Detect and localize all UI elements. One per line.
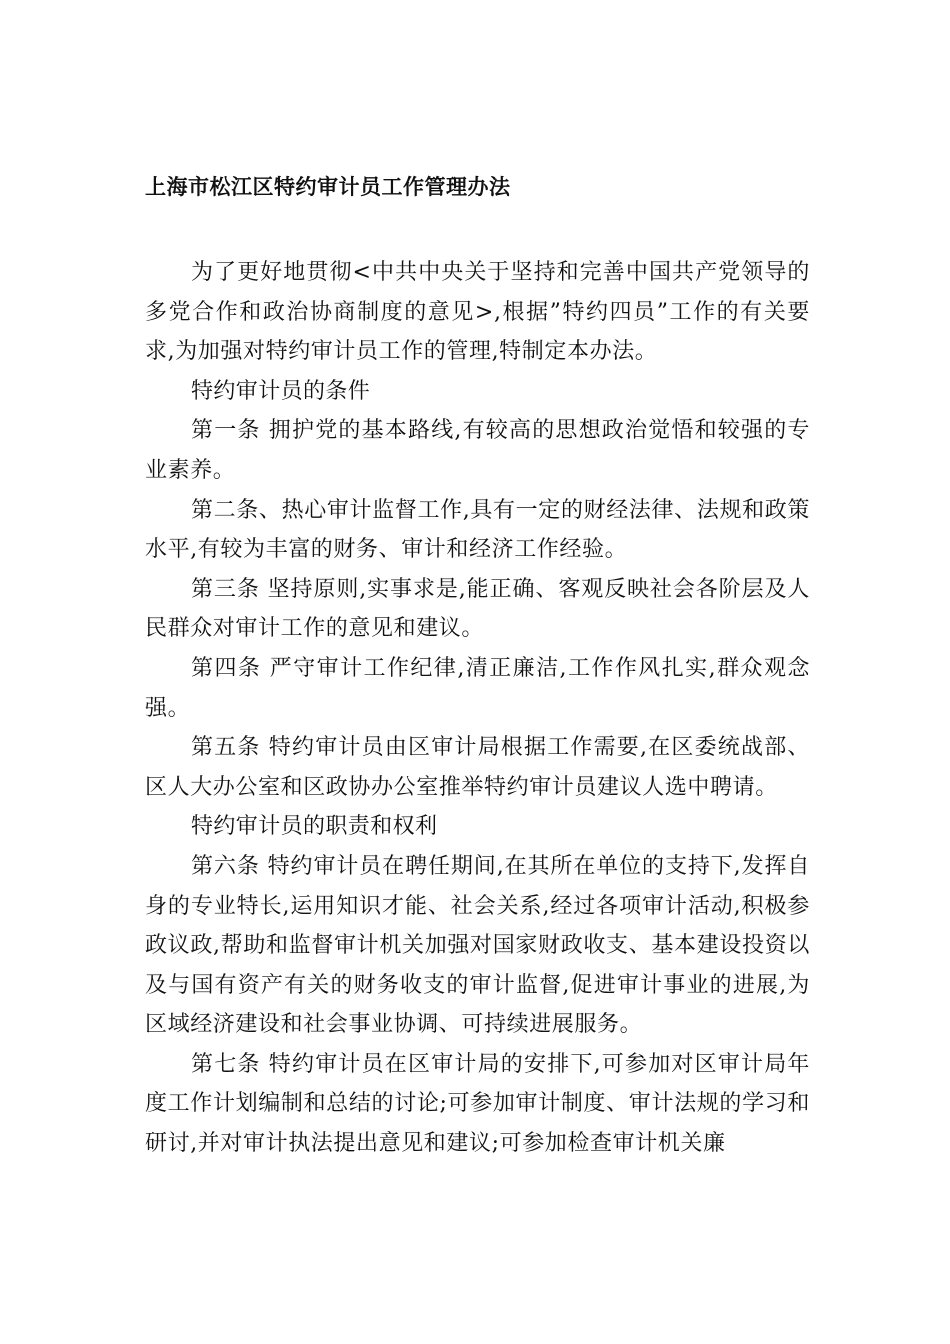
document-body [145, 253, 810, 1164]
article-2: 第二条、热心审计监督工作,具有一定的财经法律、法规和政策水平,有较为丰富的财务、审计和经济工作经验。 [145, 497, 810, 563]
article-4: 第四条 严守审计工作纪律,清正廉洁,工作作风扎实,群众观念强。 [145, 655, 810, 721]
section-heading-conditions: 特约审计员的条件 [191, 378, 371, 404]
document-title: 上海市松江区特约审计员工作管理办法 [145, 175, 511, 199]
article-7: 第七条 特约审计员在区审计局的安排下,可参加对区审计局年度工作计划编制和总结的讨论;可参加审计制度、审计法规的学习和研讨,并对审计执法提出意见和建议;可参加检查审计机关廉 [145, 1051, 810, 1157]
article-1: 第一条 拥护党的基本路线,有较高的思想政治觉悟和较强的专业素养。 [145, 418, 810, 483]
intro-paragraph: 为了更好地贯彻<中共中央关于坚持和完善中国共产党领导的多党合作和政治协商制度的意见>,根据”特约四员”工作的有关要求,为加强对特约审计员工作的管理,特制定本办法。 [145, 260, 810, 365]
section-heading-duties: 特约审计员的职责和权利 [191, 814, 438, 840]
article-3: 第三条 坚持原则,实事求是,能正确、客观反映社会各阶层及人民群众对审计工作的意见和建议。 [145, 576, 810, 642]
article-6: 第六条 特约审计员在聘任期间,在其所在单位的支持下,发挥自身的专业特长,运用知识才能、社会关系,经过各项审计活动,积极参政议政,帮助和监督审计机关加强对国家财政收支、基本建设投资以及与国有资产有关的财务收支的审计监督,促进审计事业的进展,为区域经济建设和社会事业协调、可持续进展服务。 [145, 853, 810, 1038]
article-5: 第五条 特约审计员由区审计局根据工作需要,在区委统战部、区人大办公室和区政协办公室推举特约审计员建议人选中聘请。 [145, 735, 810, 800]
